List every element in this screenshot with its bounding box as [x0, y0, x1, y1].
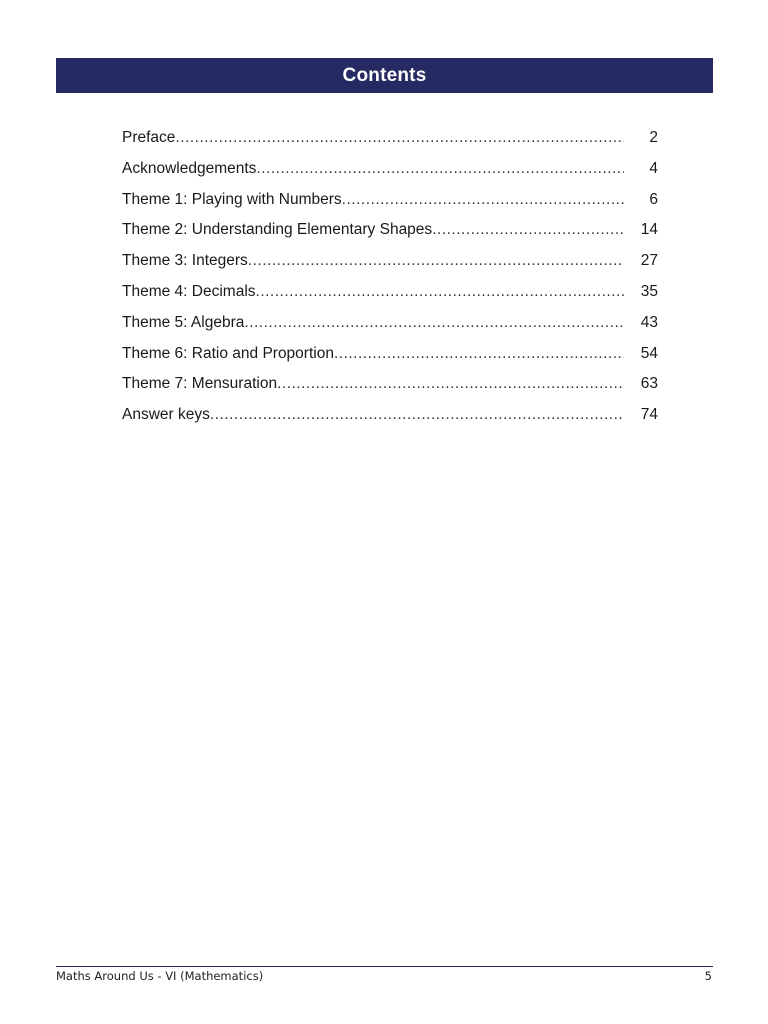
toc-entry-acknowledgements — [122, 154, 658, 185]
footer-divider — [56, 966, 713, 967]
table-of-contents — [122, 123, 658, 431]
toc-entry-preface — [122, 123, 658, 154]
contents-header-bar — [56, 58, 713, 93]
dot-leader — [432, 215, 624, 246]
toc-entry-label: Theme 1: Playing with Numbers — [122, 190, 342, 208]
toc-entry-theme-3 — [122, 246, 658, 277]
toc-entry-page: 27 — [640, 252, 658, 270]
toc-entry-answer-keys — [122, 400, 658, 431]
footer-book-title: Maths Around Us - VI (Mathematics) — [56, 969, 264, 983]
toc-entry-theme-4 — [122, 277, 658, 308]
toc-entry-page: 14 — [640, 221, 658, 239]
toc-entry-label: Theme 3: Integers — [122, 252, 248, 270]
page-title: Contents — [342, 64, 427, 86]
toc-entry-label: Theme 4: Decimals — [122, 282, 256, 300]
toc-entry-page: 4 — [649, 159, 658, 177]
toc-entry-label: Preface — [122, 129, 176, 146]
toc-entry-label: Theme 7: Mensuration — [122, 375, 278, 393]
dot-leader — [244, 308, 624, 339]
dot-leader — [210, 400, 624, 431]
toc-entry-label: Theme 2: Understanding Elementary Shapes — [122, 221, 433, 239]
dot-leader — [256, 154, 624, 185]
dot-leader — [175, 123, 624, 154]
toc-entry-page: 43 — [640, 313, 658, 331]
footer-page-number: 5 — [704, 969, 712, 983]
toc-entry-theme-5 — [122, 308, 658, 339]
toc-entry-page: 74 — [640, 406, 658, 424]
dot-leader — [342, 185, 624, 216]
toc-entry-page: 35 — [640, 282, 658, 300]
dot-leader — [256, 277, 624, 308]
toc-entry-theme-6 — [122, 339, 658, 370]
dot-leader — [248, 246, 624, 277]
toc-entry-page: 2 — [649, 129, 658, 146]
toc-entry-page: 6 — [649, 190, 658, 208]
toc-entry-label: Answer keys — [122, 406, 210, 424]
toc-entry-label: Theme 6: Ratio and Proportion — [122, 344, 334, 362]
toc-entry-theme-7 — [122, 369, 658, 400]
toc-entry-label: Theme 5: Algebra — [122, 313, 245, 331]
toc-entry-label: Acknowledgements — [122, 159, 257, 177]
toc-entry-page: 63 — [640, 375, 658, 393]
toc-entry-theme-1 — [122, 185, 658, 216]
dot-leader — [334, 339, 624, 370]
dot-leader — [277, 369, 624, 400]
toc-entry-page: 54 — [640, 344, 658, 362]
toc-entry-theme-2 — [122, 215, 658, 246]
